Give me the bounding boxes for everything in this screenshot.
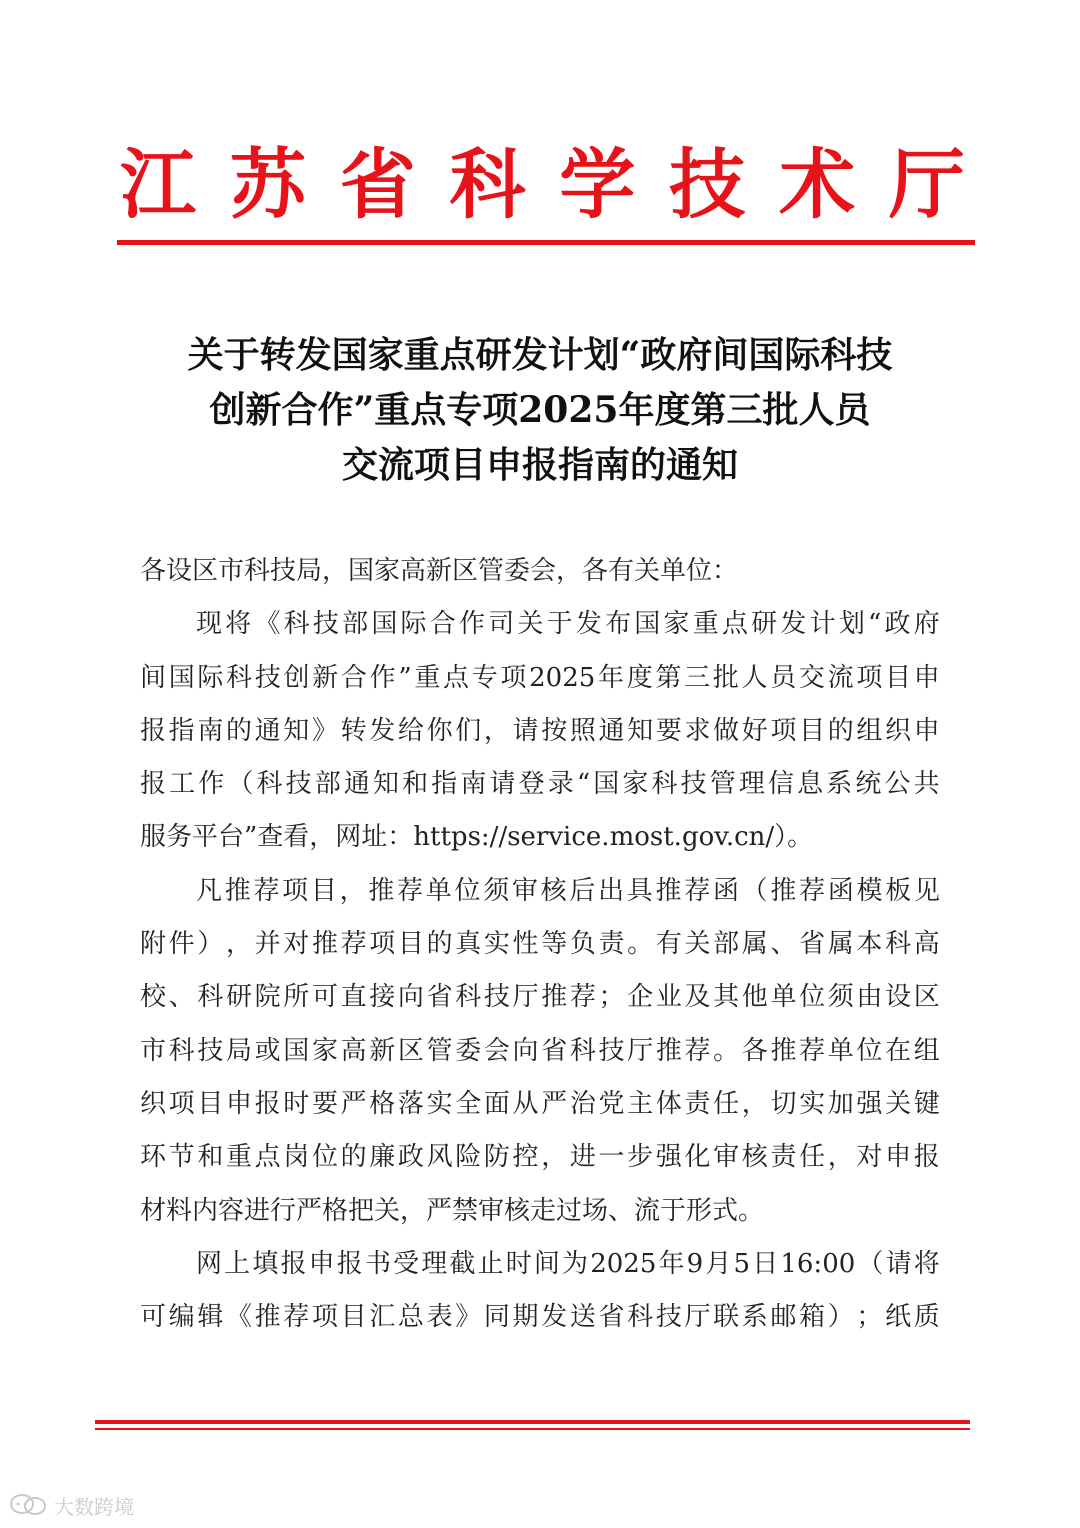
watermark-text: 大数跨境	[54, 1494, 134, 1519]
masthead-char: 苏	[229, 140, 306, 229]
footer-divider-thin	[95, 1428, 970, 1430]
body-line: 网 上 填 报 申 报 书 受 理 截 止 时 间 为 2025 年 9 月 5 日 16:00 （ 请 将	[196, 1248, 940, 1279]
document-title	[120, 328, 960, 493]
title-line: 交流项目申报指南的通知	[341, 444, 738, 486]
body-line: 现 将 《 科 技 部 国 际 合 作 司 关 于 发 布 国 家 重 点 研 发 计 划 “ 政 府	[196, 609, 940, 640]
footer-divider	[95, 1420, 970, 1424]
masthead-char: 省	[339, 140, 416, 229]
body-line: 校 、 科 研 院 所 可 直 接 向 省 科 技 厅 推 荐 ； 企 业 及 其 他 单 位 须 由 设 区	[140, 982, 940, 1013]
header-divider	[117, 240, 975, 245]
body-line: 报 指 南 的 通 知 》 转 发 给 你 们 ， 请 按 照 通 知 要 求 做 好 项 目 的 组 织 申	[140, 715, 940, 746]
body-line: 环 节 和 重 点 岗 位 的 廉 政 风 险 防 控 ， 进 一 步 强 化 审 核 责 任 ， 对 申 报	[140, 1142, 940, 1173]
body-line: 间 国 际 科 技 创 新 合 作 ” 重 点 专 项 2025 年 度 第 三 批 人 员 交 流 项 目 申	[140, 662, 940, 693]
masthead-char: 科	[449, 140, 526, 229]
body-line: 凡 推 荐 项 目 ， 推 荐 单 位 须 审 核 后 出 具 推 荐 函 （ 推 荐 函 模 板 见	[196, 875, 940, 906]
body-line: 附 件 ） ， 并 对 推 荐 项 目 的 真 实 性 等 负 责 。 有 关 部 属 、 省 属 本 科 高	[140, 929, 940, 960]
body-line: 市 科 技 局 或 国 家 高 新 区 管 委 会 向 省 科 技 厅 推 荐 。 各 推 荐 单 位 在 组	[140, 1035, 940, 1066]
masthead-char: 厅	[888, 140, 965, 229]
title-line: 关于转发国家重点研发计划“政府间国际科技	[187, 334, 893, 376]
masthead-char: 技	[669, 140, 746, 229]
body-line: 织 项 目 申 报 时 要 严 格 落 实 全 面 从 严 治 党 主 体 责 任 ， 切 实 加 强 关 键	[140, 1088, 940, 1119]
document-body	[140, 545, 940, 1344]
chat-bubble-icon	[8, 1492, 48, 1518]
body-line: 材料内容进行严格把关，严禁审核走过场、流于形式。	[140, 1195, 765, 1226]
masthead	[120, 140, 965, 230]
watermark	[8, 1490, 134, 1520]
masthead-char: 学	[559, 140, 636, 229]
masthead-char: 江	[120, 140, 196, 229]
body-line: 可 编 辑 《 推 荐 项 目 汇 总 表 》 同 期 发 送 省 科 技 厅 联 系 邮 箱 ） ； 纸 质	[140, 1302, 940, 1333]
title-line: 创新合作”重点专项2025年度第三批人员	[209, 389, 871, 431]
body-line: 服务平台”查看，网址：https://service.most.gov.cn/）。	[140, 822, 814, 853]
salutation: 各设区市科技局，国家高新区管委会，各有关单位：	[140, 556, 739, 586]
masthead-char: 术	[779, 140, 856, 229]
body-line: 报 工 作 （ 科 技 部 通 知 和 指 南 请 登 录 “ 国 家 科 技 管 理 信 息 系 统 公 共	[140, 769, 940, 800]
